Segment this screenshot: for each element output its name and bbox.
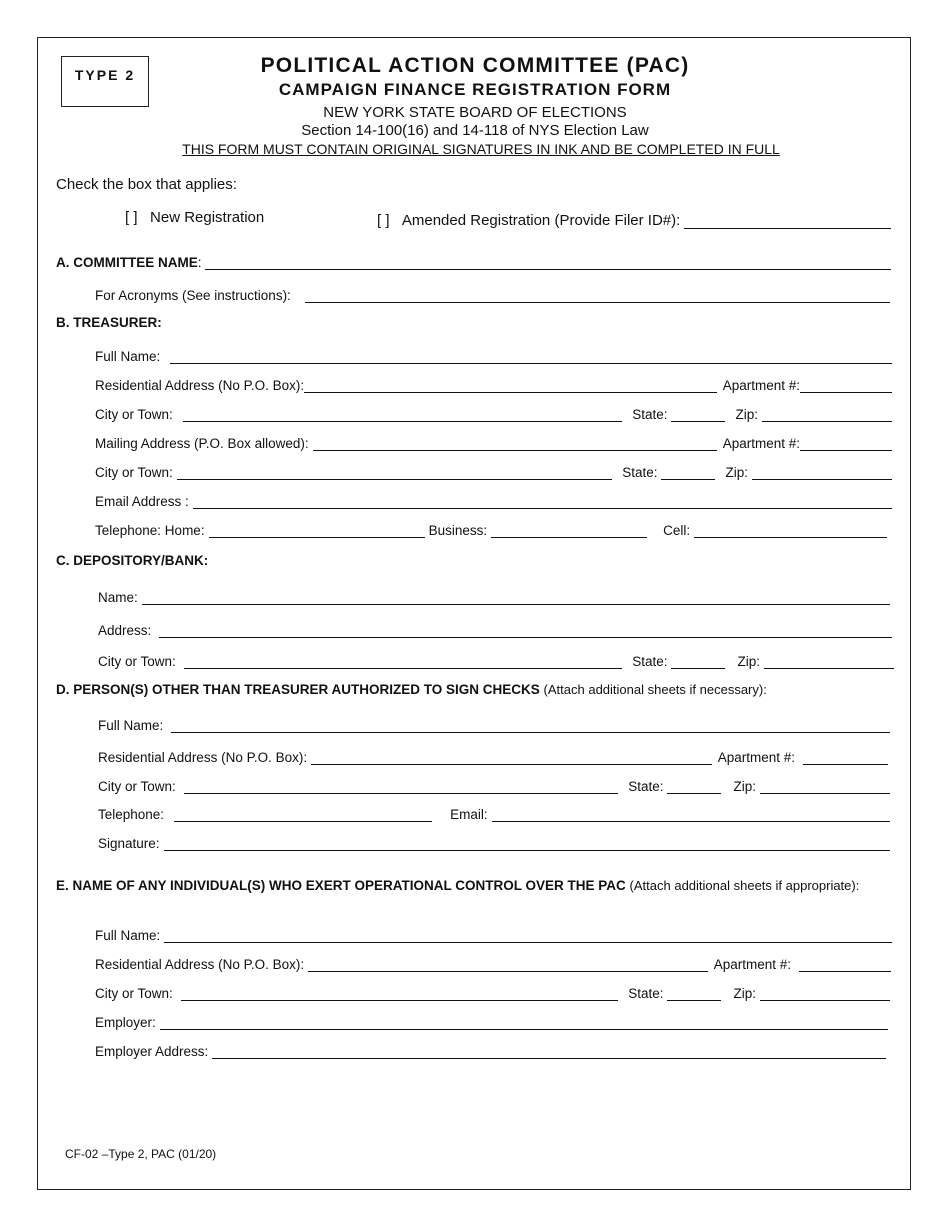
- controller-zip-field[interactable]: [760, 986, 890, 1001]
- law-reference: Section 14-100(16) and 14-118 of NYS Election Law: [301, 122, 649, 139]
- treasurer-email-label: Email Address :: [95, 494, 189, 509]
- new-registration-checkbox[interactable]: [ ]: [125, 209, 138, 226]
- committee-name-row: A. COMMITTEE NAME:: [56, 250, 891, 270]
- treasurer-state-label: State:: [632, 407, 668, 422]
- controller-city-label: City or Town:: [95, 986, 173, 1001]
- employer-address-row: [95, 1039, 886, 1059]
- controller-name-label: Full Name:: [95, 928, 161, 943]
- treasurer-mailing-apartment-label: Apartment #:: [722, 436, 800, 451]
- treasurer-mailing-row: [95, 431, 892, 451]
- employer-row: [95, 1010, 888, 1030]
- treasurer-city-field[interactable]: [183, 407, 622, 422]
- controller-name-field[interactable]: [164, 928, 892, 943]
- section-e-title: E. NAME OF ANY INDIVIDUAL(S) WHO EXERT OPERATIONAL CONTROL OVER THE PAC: [56, 878, 626, 893]
- treasurer-apartment-field[interactable]: [800, 378, 892, 393]
- section-e-heading: [56, 878, 859, 893]
- treasurer-cell-phone-field[interactable]: [694, 523, 887, 538]
- treasurer-name-field[interactable]: [170, 349, 892, 364]
- amended-registration-option[interactable]: [377, 209, 891, 229]
- bank-address-row: [98, 618, 892, 638]
- controller-city-row: [95, 981, 890, 1001]
- signer-state-label: State:: [628, 779, 664, 794]
- acronyms-field[interactable]: [305, 288, 890, 303]
- treasurer-mailing-state-field[interactable]: [661, 465, 715, 480]
- new-registration-label: New Registration: [150, 209, 265, 226]
- signer-city-field[interactable]: [184, 779, 618, 794]
- controller-state-label: State:: [628, 986, 664, 1001]
- acronyms-label: For Acronyms (See instructions):: [95, 288, 291, 303]
- treasurer-cell-phone-label: Cell:: [663, 523, 691, 538]
- controller-address-label: Residential Address (No P.O. Box):: [95, 957, 305, 972]
- treasurer-email-field[interactable]: [193, 494, 892, 509]
- bank-state-label: State:: [632, 654, 668, 669]
- signer-email-label: Email:: [450, 807, 488, 822]
- treasurer-mailing-city-field[interactable]: [177, 465, 612, 480]
- signer-contact-row: [98, 802, 890, 822]
- signer-address-label: Residential Address (No P.O. Box):: [98, 750, 308, 765]
- controller-zip-label: Zip:: [733, 986, 756, 1001]
- bank-name-field[interactable]: [142, 590, 890, 605]
- signer-email-field[interactable]: [492, 807, 890, 822]
- treasurer-mailing-state-label: State:: [622, 465, 658, 480]
- treasurer-mailing-apartment-field[interactable]: [800, 436, 892, 451]
- signer-signature-row: [98, 831, 890, 851]
- form-id: CF-02 –Type 2, PAC (01/20): [65, 1147, 217, 1161]
- new-registration-option[interactable]: [125, 209, 264, 226]
- form-subtitle: CAMPAIGN FINANCE REGISTRATION FORM: [278, 80, 672, 99]
- bank-name-label: Name:: [98, 590, 138, 605]
- type-badge: TYPE 2: [61, 56, 149, 107]
- signer-apartment-label: Apartment #:: [717, 750, 795, 765]
- treasurer-name-label: Full Name:: [95, 349, 161, 364]
- controller-name-row: [95, 923, 892, 943]
- treasurer-business-phone-field[interactable]: [491, 523, 647, 538]
- employer-label: Employer:: [95, 1015, 156, 1030]
- controller-apartment-label: Apartment #:: [713, 957, 791, 972]
- treasurer-state-field[interactable]: [671, 407, 725, 422]
- amended-registration-label: Amended Registration (Provide Filer ID#):: [401, 212, 681, 229]
- treasurer-mailing-zip-field[interactable]: [752, 465, 892, 480]
- bank-zip-field[interactable]: [764, 654, 894, 669]
- treasurer-res-address-row: [95, 373, 892, 393]
- bank-name-row: [98, 585, 890, 605]
- check-instruction: Check the box that applies:: [56, 176, 237, 193]
- bank-state-field[interactable]: [671, 654, 725, 669]
- treasurer-res-address-label: Residential Address (No P.O. Box):: [95, 378, 305, 393]
- bank-address-label: Address:: [98, 623, 152, 638]
- controller-state-field[interactable]: [667, 986, 721, 1001]
- committee-name-field[interactable]: [205, 255, 891, 270]
- form-title: POLITICAL ACTION COMMITTEE (PAC): [260, 54, 690, 77]
- signer-state-field[interactable]: [667, 779, 721, 794]
- treasurer-zip-field[interactable]: [762, 407, 892, 422]
- signer-city-row: [98, 774, 890, 794]
- agency-name: NEW YORK STATE BOARD OF ELECTIONS: [323, 104, 627, 121]
- signer-zip-label: Zip:: [733, 779, 756, 794]
- section-a-title: A. COMMITTEE NAME: [56, 255, 198, 270]
- section-d-heading: [56, 682, 767, 697]
- treasurer-home-phone-label: Telephone: Home:: [95, 523, 205, 538]
- bank-city-label: City or Town:: [98, 654, 176, 669]
- treasurer-apartment-label: Apartment #:: [722, 378, 800, 393]
- treasurer-city-row: [95, 402, 892, 422]
- treasurer-mailing-city-label: City or Town:: [95, 465, 173, 480]
- treasurer-res-address-field[interactable]: [304, 378, 717, 393]
- controller-address-row: [95, 952, 891, 972]
- section-e-note: (Attach additional sheets if appropriate):: [629, 878, 860, 893]
- signer-phone-field[interactable]: [174, 807, 432, 822]
- section-d-note: (Attach additional sheets if necessary):: [543, 682, 767, 697]
- controller-apartment-field[interactable]: [799, 957, 891, 972]
- treasurer-mailing-city-row: [95, 460, 892, 480]
- bank-address-field[interactable]: [159, 623, 892, 638]
- treasurer-zip-label: Zip:: [735, 407, 758, 422]
- treasurer-mailing-field[interactable]: [313, 436, 717, 451]
- signer-phone-label: Telephone:: [98, 807, 165, 822]
- signer-signature-label: Signature:: [98, 836, 160, 851]
- signer-address-row: [98, 745, 888, 765]
- signer-signature-field[interactable]: [164, 836, 890, 851]
- controller-address-field[interactable]: [308, 957, 708, 972]
- employer-address-field[interactable]: [212, 1044, 886, 1059]
- section-d-title: D. PERSON(S) OTHER THAN TREASURER AUTHORIZED TO SIGN CHECKS: [56, 682, 540, 697]
- amended-registration-checkbox[interactable]: [ ]: [377, 212, 390, 229]
- signer-zip-field[interactable]: [760, 779, 890, 794]
- treasurer-mailing-label: Mailing Address (P.O. Box allowed):: [95, 436, 309, 451]
- section-b-title: B. TREASURER:: [56, 315, 162, 330]
- signer-name-row: [98, 713, 890, 733]
- controller-city-field[interactable]: [181, 986, 618, 1001]
- signer-city-label: City or Town:: [98, 779, 176, 794]
- bank-city-field[interactable]: [184, 654, 622, 669]
- signer-name-field[interactable]: [171, 718, 890, 733]
- treasurer-business-phone-label: Business:: [428, 523, 488, 538]
- signature-notice: THIS FORM MUST CONTAIN ORIGINAL SIGNATURES IN INK AND BE COMPLETED IN FULL: [182, 141, 780, 157]
- treasurer-name-row: [95, 344, 892, 364]
- acronyms-row: [95, 283, 890, 303]
- employer-field[interactable]: [160, 1015, 888, 1030]
- treasurer-mailing-zip-label: Zip:: [725, 465, 748, 480]
- treasurer-city-label: City or Town:: [95, 407, 173, 422]
- filer-id-field[interactable]: [684, 214, 891, 229]
- bank-city-row: [98, 649, 894, 669]
- signer-address-field[interactable]: [311, 750, 712, 765]
- signer-name-label: Full Name:: [98, 718, 164, 733]
- treasurer-phone-row: [95, 518, 887, 538]
- treasurer-home-phone-field[interactable]: [209, 523, 425, 538]
- employer-address-label: Employer Address:: [95, 1044, 209, 1059]
- section-c-title: C. DEPOSITORY/BANK:: [56, 553, 209, 568]
- signer-apartment-field[interactable]: [803, 750, 888, 765]
- treasurer-email-row: [95, 489, 892, 509]
- bank-zip-label: Zip:: [737, 654, 760, 669]
